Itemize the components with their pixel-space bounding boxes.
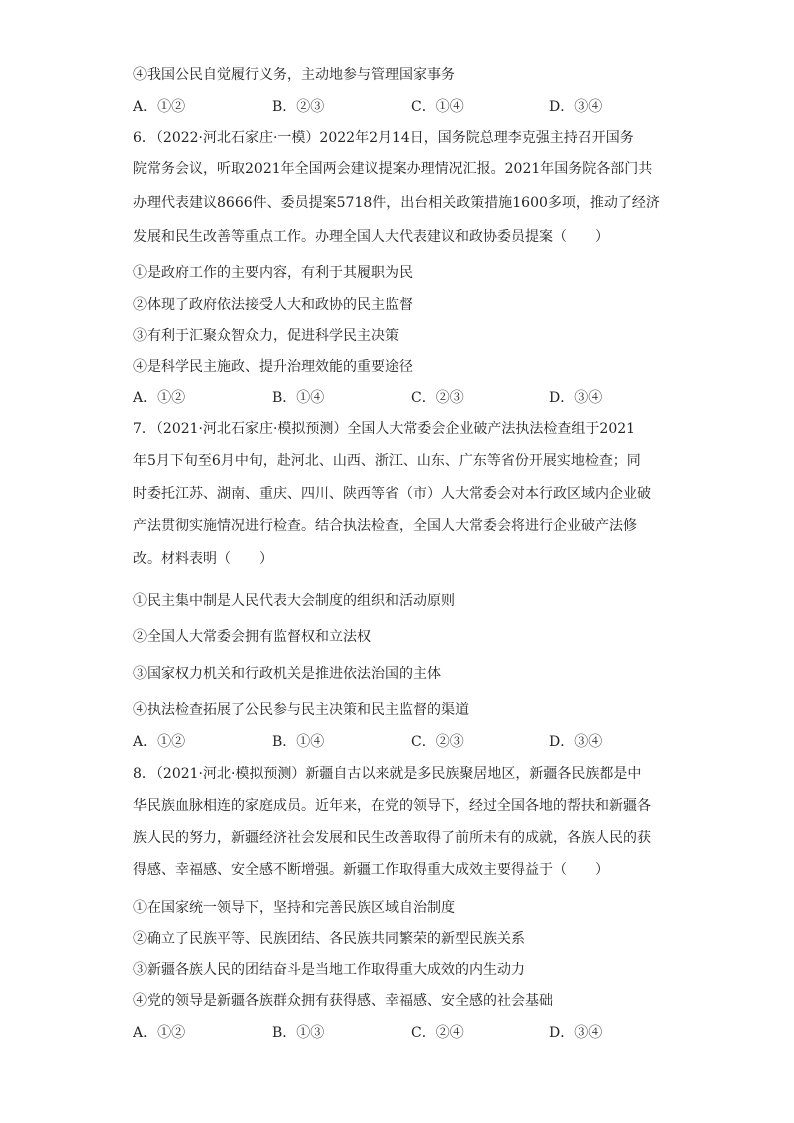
q8-option-c[interactable]: C．②④ (411, 1025, 464, 1041)
q8-statement-2: ②确立了民族平等、民族团结、各民族共同繁荣的新型民族关系 (133, 931, 525, 947)
q8-option-b[interactable]: B．①③ (272, 1025, 325, 1041)
q6-statement-1: ①是政府工作的主要内容，有利于其履职为民 (133, 265, 413, 281)
q7-option-d[interactable]: D．③④ (549, 734, 603, 750)
q6-option-c[interactable]: C．②③ (411, 390, 464, 406)
q5-option-b[interactable]: B．②③ (272, 99, 325, 115)
q7-option-c[interactable]: C．②③ (411, 734, 464, 750)
q7-statement-4: ④执法检查拓展了公民参与民主决策和民主监督的渠道 (133, 702, 469, 718)
q6-statement-3: ③有利于汇聚众智众力，促进科学民主决策 (133, 328, 399, 344)
q5-option-c[interactable]: C．①④ (411, 99, 464, 115)
q8-statement-1: ①在国家统一领导下，坚持和完善民族区域自治制度 (133, 900, 455, 916)
q6-stem-line-3: 办理代表建议8666件、委员提案5718件，出台相关政策措施1600多项，推动了经济 (133, 195, 660, 211)
q6-option-d[interactable]: D．③④ (549, 390, 603, 406)
q6-statement-4: ④是科学民主施政、提升治理效能的重要途径 (133, 359, 413, 375)
q6-stem-line-1: 6．（2022·河北石家庄·一模）2022年2月14日，国务院总理李克强主持召开国务 (133, 130, 634, 146)
q8-stem-line-2: 华民族血脉相连的家庭成员。近年来，在党的领导下，经过全国各地的帮扶和新疆各 (133, 798, 651, 814)
q5-option-a[interactable]: A．①② (133, 99, 186, 115)
q7-stem-line-2: 年5月下旬至6月中旬，赴河北、山西、浙江、山东、广东等省份开展实地检查；同 (133, 453, 641, 469)
q7-stem-line-1: 7．（2021·河北石家庄·模拟预测）全国人大常委会企业破产法执法检查组于2021 (133, 421, 636, 437)
q8-stem-line-1: 8．（2021·河北·模拟预测）新疆自古以来就是多民族聚居地区，新疆各民族都是中 (133, 766, 642, 782)
q6-stem-line-4: 发展和民生改善等重点工作。办理全国人大代表建议和政协委员提案（ ） (133, 229, 609, 245)
q7-option-b[interactable]: B．①④ (272, 734, 325, 750)
q7-stem-line-3: 时委托江苏、湖南、重庆、四川、陕西等省（市）人大常委会对本行政区域内企业破 (133, 486, 651, 502)
q7-option-a[interactable]: A．①② (133, 734, 186, 750)
q8-option-a[interactable]: A．①② (133, 1025, 186, 1041)
q7-statement-3: ③国家权力机关和行政机关是推进依法治国的主体 (133, 666, 441, 682)
q5-option-d[interactable]: D．③④ (549, 99, 603, 115)
q7-statement-1: ①民主集中制是人民代表大会制度的组织和活动原则 (133, 593, 455, 609)
q8-stem-line-4: 得感、幸福感、安全感不断增强。新疆工作取得重大成效主要得益于（ ） (133, 862, 609, 878)
q6-stem-line-2: 院常务会议，听取2021年全国两会建议提案办理情况汇报。2021年国务院各部门共 (133, 161, 653, 177)
q6-statement-2: ②体现了政府依法接受人大和政协的民主监督 (133, 297, 413, 313)
q6-option-b[interactable]: B．①④ (272, 390, 325, 406)
q6-option-a[interactable]: A．①② (133, 390, 186, 406)
q5-statement-4: ④我国公民自觉履行义务，主动地参与管理国家事务 (133, 67, 455, 83)
q8-statement-4: ④党的领导是新疆各族群众拥有获得感、幸福感、安全感的社会基础 (133, 993, 553, 1009)
q7-stem-line-5: 改。材料表明（ ） (133, 551, 273, 567)
q7-statement-2: ②全国人大常委会拥有监督权和立法权 (133, 629, 371, 645)
q8-stem-line-3: 族人民的努力，新疆经济社会发展和民生改善取得了前所未有的成就，各族人民的获 (133, 830, 651, 846)
q8-option-d[interactable]: D．③④ (549, 1025, 603, 1041)
q8-statement-3: ③新疆各族人民的团结奋斗是当地工作取得重大成效的内生动力 (133, 962, 525, 978)
q7-stem-line-4: 产法贯彻实施情况进行检查。结合执法检查，全国人大常委会将进行企业破产法修 (133, 518, 637, 534)
